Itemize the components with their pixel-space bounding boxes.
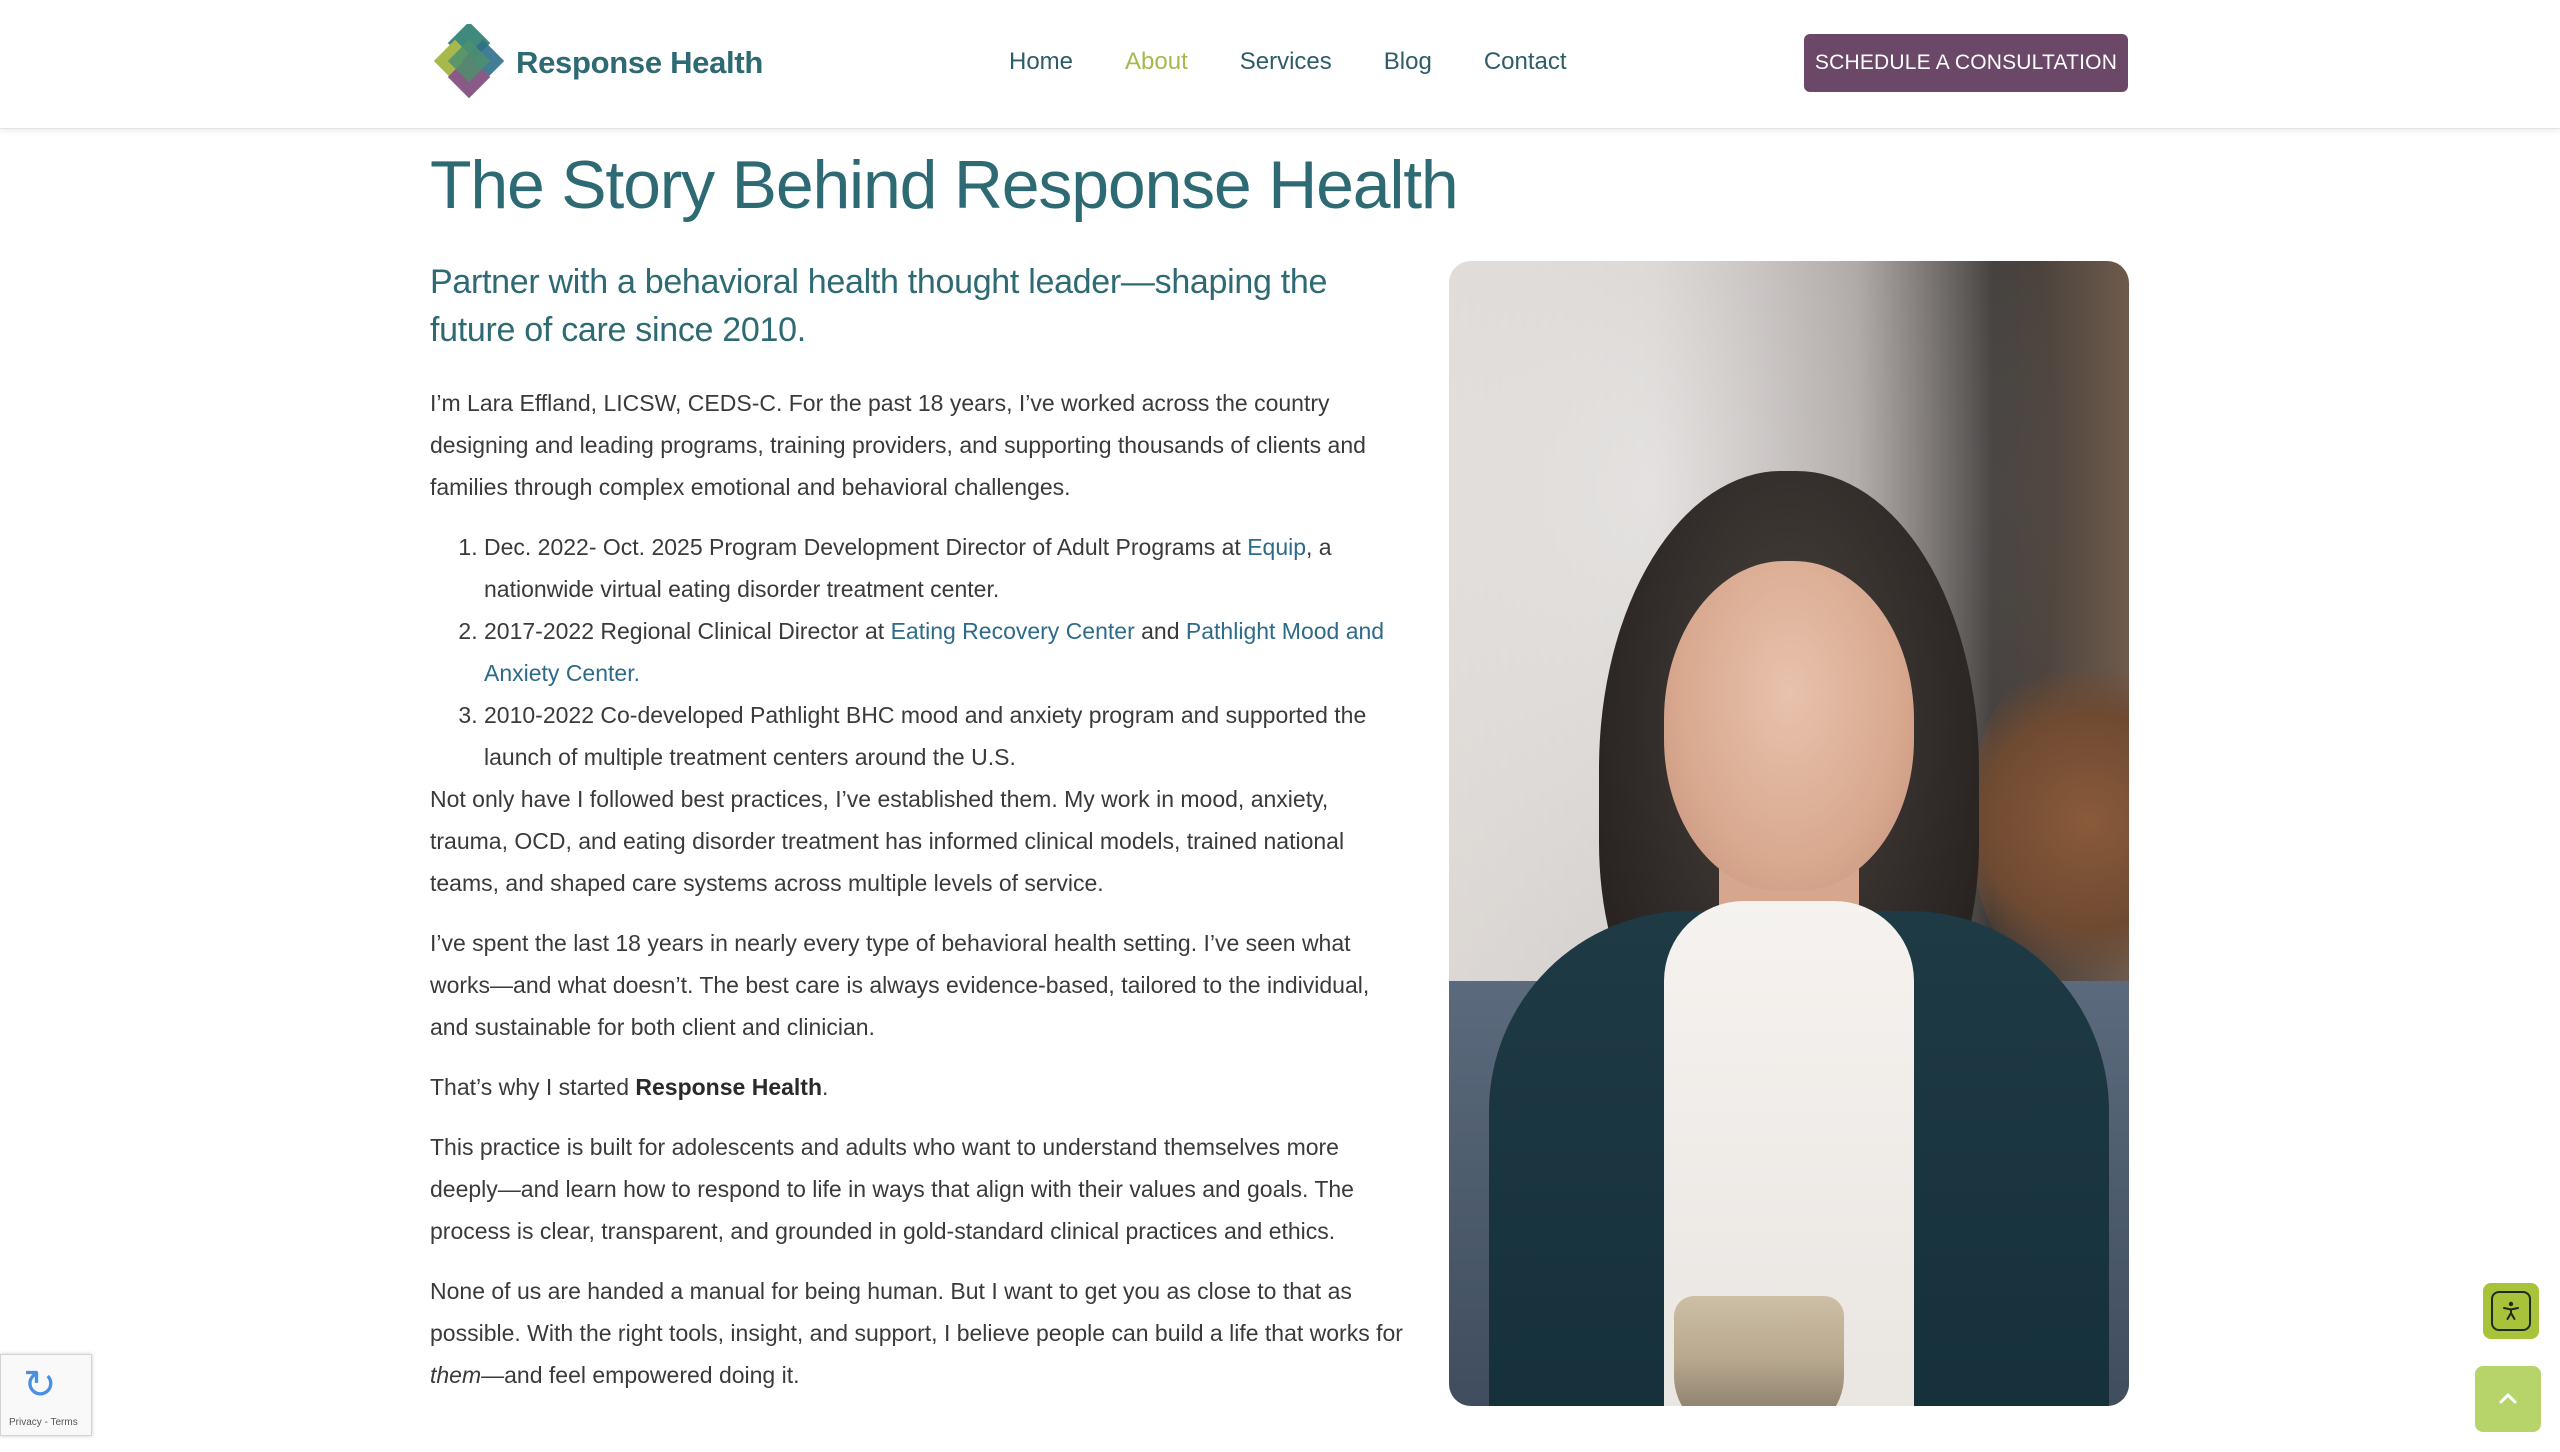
nav-blog[interactable]: Blog	[1383, 48, 1432, 75]
list-text: , a nationwide virtual eating disorder treatment center.	[484, 534, 1332, 602]
page-subtitle: Partner with a behavioral health thought leader—shaping the future of care since 2010.	[430, 263, 1328, 349]
site-header	[0, 0, 2560, 129]
list-text: Dec. 2022- Oct. 2025 Program Development Director of Adult Programs at	[484, 534, 1248, 560]
main-content	[430, 258, 1405, 1414]
accessibility-button[interactable]	[2483, 1283, 2539, 1339]
list-item	[484, 694, 1405, 778]
list-item	[484, 526, 1405, 610]
list-text: 2010-2022 Co-developed Pathlight BHC mood and anxiety program and supported the launch of multiple treatment centers around the U.S.	[484, 702, 1367, 770]
equip-link[interactable]: Equip	[1247, 534, 1307, 560]
brand-mention: Response Health	[635, 1074, 822, 1100]
accessibility-icon	[2491, 1291, 2531, 1331]
brand-name: Response Health	[516, 45, 764, 80]
schedule-consultation-button[interactable]: SCHEDULE A CONSULTATION	[1804, 34, 2128, 92]
paragraph-closing	[430, 1270, 1405, 1396]
career-list	[430, 526, 1405, 778]
eating-recovery-center-link[interactable]: Eating Recovery Center	[890, 618, 1135, 644]
paragraph-experience: I’ve spent the last 18 years in nearly every type of behavioral health setting. I’ve seen what works—and what doesn’t. The best care is always evidence-based, tailored to the individual, and sustainable for both client and clinician.	[430, 930, 1370, 1040]
recaptcha-links[interactable]: Privacy - Terms	[9, 1417, 78, 1428]
site-logo[interactable]	[432, 24, 763, 102]
back-to-top-button[interactable]	[2475, 1366, 2541, 1432]
list-item	[484, 610, 1405, 694]
nav-contact[interactable]: Contact	[1483, 48, 1567, 75]
paragraph-best-practices: Not only have I followed best practices, I’ve established them. My work in mood, anxiety, trauma, OCD, and eating disorder treatment has informed clinical models, trained national teams, and shaped care systems across multiple levels of service.	[430, 786, 1345, 896]
intro-paragraph: I’m Lara Effland, LICSW, CEDS-C. For the past 18 years, I’ve worked across the country designing and leading programs, training providers, and supporting thousands of clients and families through complex emotional and behavioral challenges.	[430, 390, 1366, 500]
list-text: 2017-2022 Regional Clinical Director at	[484, 618, 891, 644]
nav-services[interactable]: Services	[1239, 48, 1332, 75]
page-title: The Story Behind Response Health	[430, 147, 1458, 223]
para-text: That’s why I started	[430, 1074, 636, 1100]
nav-about[interactable]: About	[1125, 48, 1188, 75]
pathlight-link[interactable]: Pathlight Mood and Anxiety Center.	[484, 618, 1385, 686]
chevron-up-icon	[2495, 1386, 2521, 1412]
nav-home[interactable]: Home	[1009, 48, 1074, 75]
para-text: None of us are handed a manual for being human. But I want to get you as close to that as possible. With the right tools, insight, and support, I believe people can build a life that works for	[430, 1278, 1403, 1346]
para-text: .	[822, 1074, 829, 1100]
founder-portrait	[1449, 261, 2129, 1406]
recaptcha-icon: ↻	[23, 1363, 57, 1407]
main-nav	[1009, 42, 1619, 82]
paragraph-why	[430, 1066, 1405, 1108]
paragraph-practice: This practice is built for adolescents and adults who want to understand themselves more deeply—and learn how to respond to life in ways that align with their values and goals. The process is clear, transparent, and grounded in gold-standard clinical practices and ethics.	[430, 1134, 1354, 1244]
list-text: and	[1134, 618, 1186, 644]
emphasis-text: them	[430, 1362, 482, 1388]
recaptcha-badge[interactable]	[0, 1354, 92, 1436]
logo-icon	[432, 24, 510, 102]
para-text: —and feel empowered doing it.	[481, 1362, 800, 1388]
